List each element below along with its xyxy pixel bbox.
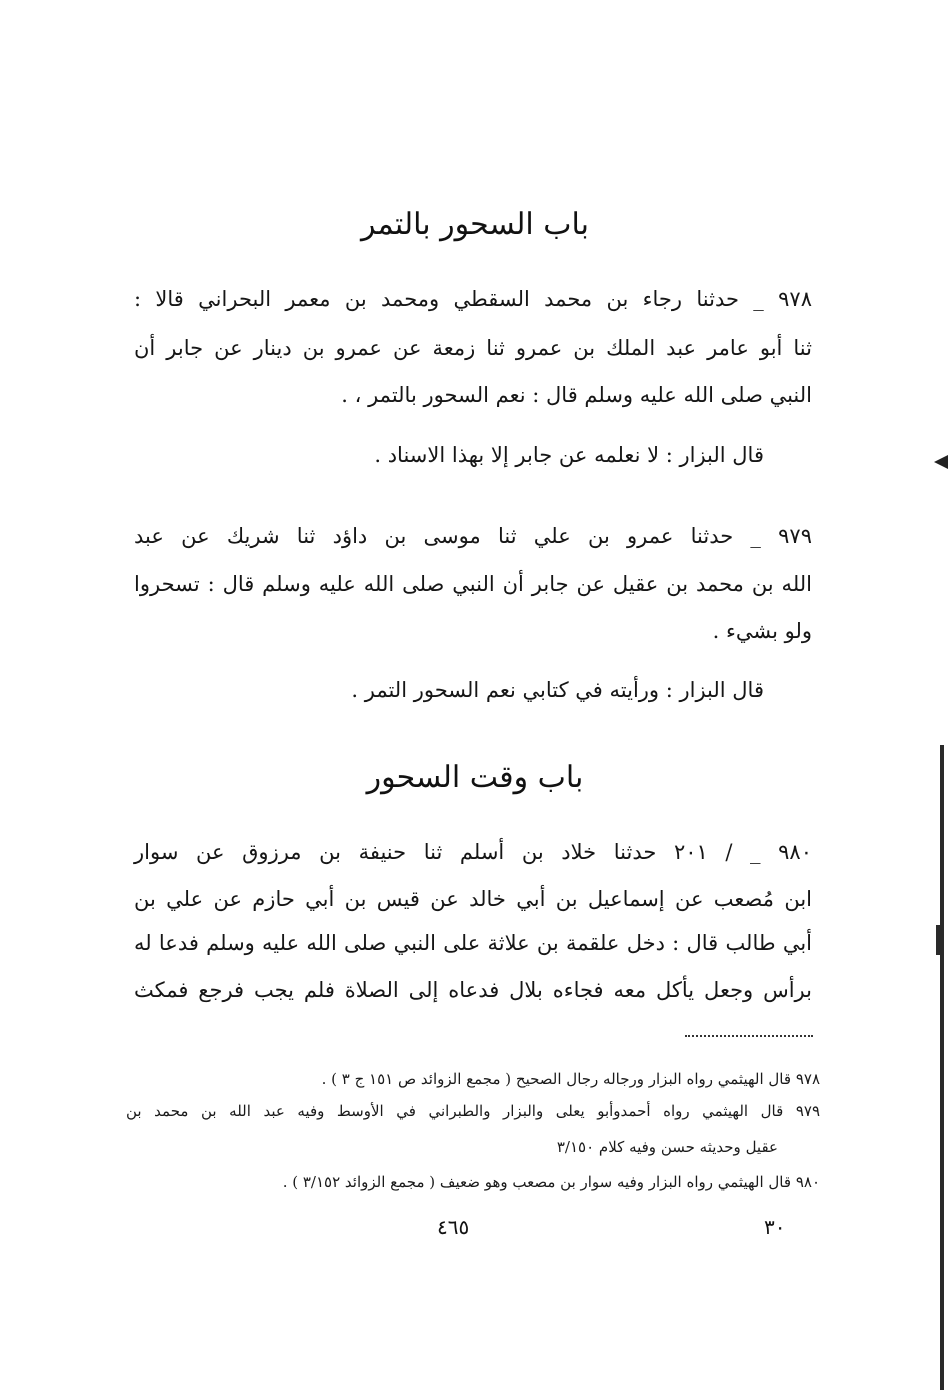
- chapter-title-sahur-with-dates: باب السحور بالتمر: [361, 207, 589, 242]
- hadith-978-comment: قال البزار : لا نعلمه عن جابر إلا بهذا الاسناد .: [374, 443, 764, 467]
- hadith-979-line-2: الله بن محمد بن عقيل عن جابر أن النبي صلى الله عليه وسلم قال : تسحروا: [134, 572, 813, 596]
- hadith-978-line-3: النبي صلى الله عليه وسلم قال : نعم السحور بالتمر ، .: [341, 383, 812, 407]
- hadith-979-line-3: ولو بشيء .: [712, 619, 812, 643]
- hadith-978-line-2: ثنا أبو عامر عبد الملك بن عمرو ثنا زمعة عن عمرو بن دينار عن جابر أن: [134, 336, 812, 360]
- hadith-980-line-3: أبي طالب قال : دخل علقمة بن علاثة على النبي صلى الله عليه وسلم فدعا له: [134, 931, 812, 955]
- page-number: ٤٦٥: [437, 1215, 470, 1239]
- footnote-979-line-1: ٩٧٩ قال الهيثمي رواه أحمدوأبو يعلى والبزار والطبراني في الأوسط وفيه عبد الله بن محمد بن: [126, 1102, 820, 1120]
- hadith-980-line-2: ابن مُصعب عن إسماعيل بن أبي خالد عن قيس بن أبي حازم عن علي بن: [134, 887, 812, 911]
- footnote-980: ٩٨٠ قال الهيثمي رواه البزار وفيه سوار بن مصعب وهو ضعيف ( مجمع الزوائد ٣/١٥٢ ) .: [282, 1173, 820, 1191]
- footnote-979-line-2: عقيل وحديثه حسن وفيه كلام ٣/١٥٠: [556, 1138, 778, 1156]
- scan-edge-line: [940, 745, 944, 1390]
- signature-mark: ٣٠: [764, 1215, 786, 1239]
- hadith-978-line-1: ٩٧٨ _ حدثنا رجاء بن محمد السقطي ومحمد بن معمر البحراني قالا :: [134, 287, 812, 311]
- hadith-979-line-1: ٩٧٩ _ حدثنا عمرو بن علي ثنا موسى بن داؤد ثنا شريك عن عبد: [134, 524, 812, 548]
- chapter-title-sahur-time: باب وقت السحور: [366, 760, 584, 795]
- hadith-980-line-4: برأس وجعل يأكل معه فجاءه بلال فدعاه إلى الصلاة فلم يجب فرجع فمكث: [134, 978, 812, 1002]
- scan-edge-tick: [936, 925, 944, 955]
- footnote-978: ٩٧٨ قال الهيثمي رواه البزار ورجاله رجال الصحيح ( مجمع الزوائد ص ١٥١ ج ٣ ) .: [321, 1070, 820, 1088]
- hadith-980-line-1: ٩٨٠ _ / ٢٠١ حدثنا خلاد بن أسلم ثنا حنيفة بن مرزوق عن سوار: [134, 840, 812, 864]
- footnote-separator: [685, 1035, 813, 1037]
- scan-edge-arrow: [934, 455, 948, 469]
- hadith-979-comment: قال البزار : ورأيته في كتابي نعم السحور التمر .: [351, 678, 764, 702]
